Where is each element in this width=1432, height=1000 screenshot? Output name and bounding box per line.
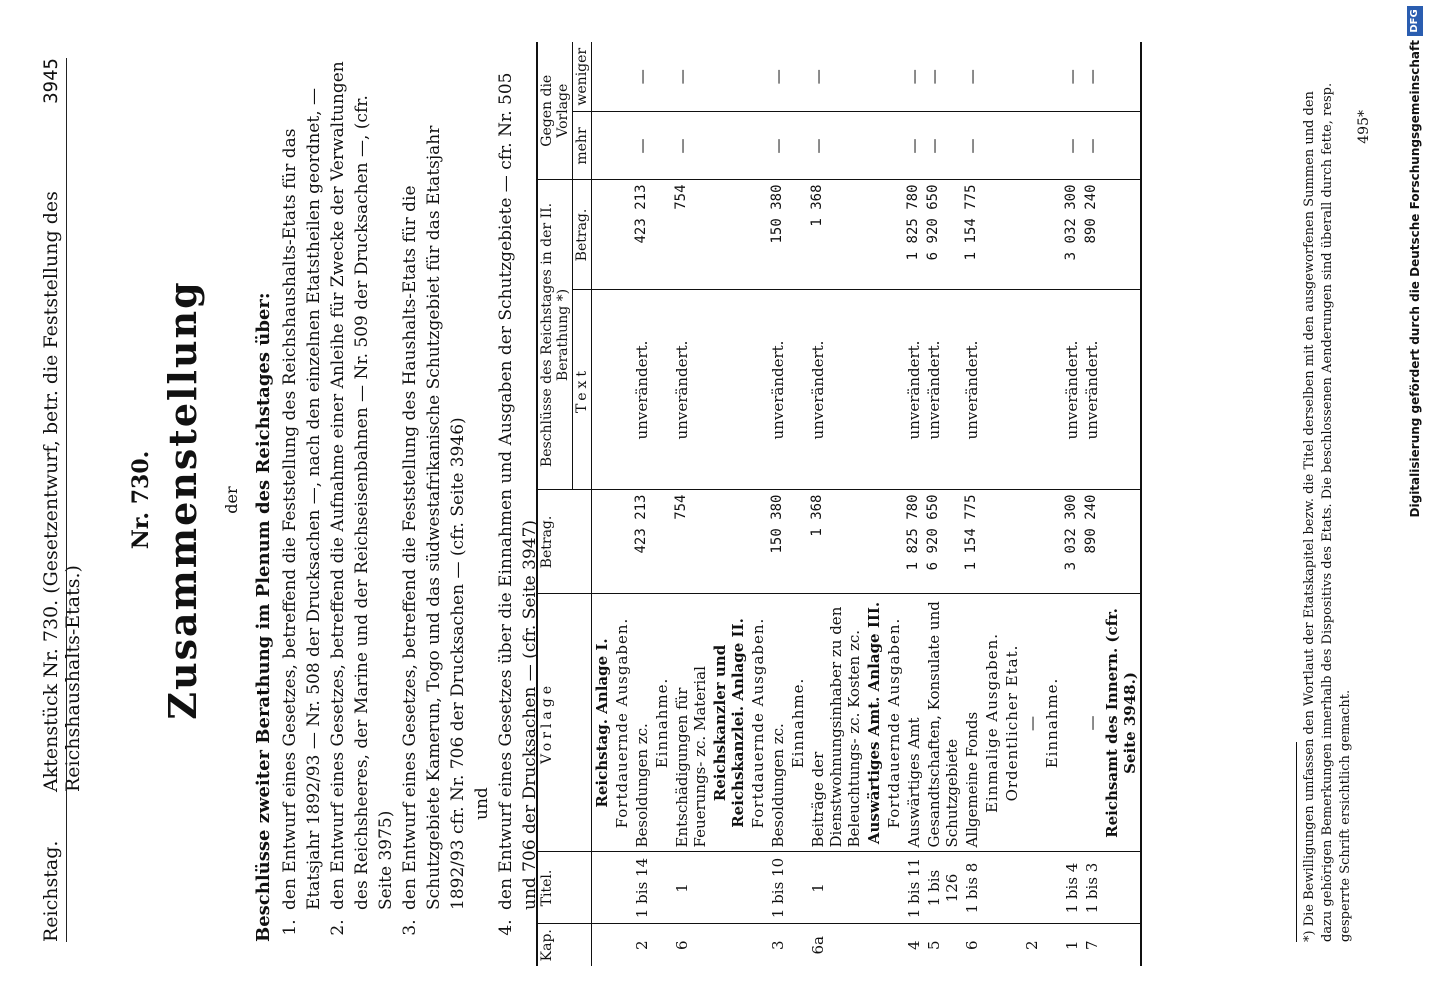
cell-beschluss-betrag: 890 240 <box>1082 180 1102 290</box>
cell-text: Reichsamt des Innern. (cfr. Seite 3948.) <box>1102 594 1141 852</box>
cell-betrag <box>788 490 808 594</box>
cell-text: Besoldungen zc. <box>632 594 652 852</box>
cell-titel <box>1102 852 1141 924</box>
cell-kap: 2 <box>633 940 651 951</box>
cell-weniger <box>884 42 904 112</box>
cell-beschluss-betrag <box>1002 180 1022 290</box>
cell-mehr: — <box>1062 112 1082 180</box>
cell-mehr: — <box>768 112 788 180</box>
cell-beschluss-text <box>1002 290 1022 490</box>
table-row <box>592 42 613 966</box>
cell-titel: 1 <box>808 852 864 924</box>
cell-text: Einnahme. <box>652 594 672 852</box>
cell-weniger: — <box>632 42 652 112</box>
cell-beschluss-text <box>652 290 672 490</box>
cell-beschluss-betrag: 1 154 775 <box>962 180 982 290</box>
col-gegen: Gegen die Vorlage <box>537 42 573 180</box>
table-row <box>924 42 962 966</box>
col-vorlage: Vorlage <box>537 594 592 852</box>
cell-text: Allgemeine Fonds <box>962 594 982 852</box>
table-row <box>768 42 788 966</box>
cell-titel <box>592 852 613 924</box>
intro-list <box>278 58 542 942</box>
col-weniger: weniger <box>573 42 592 112</box>
table-row <box>904 42 924 966</box>
cell-kap <box>1042 924 1062 966</box>
cell-titel <box>1002 852 1022 924</box>
cell-mehr <box>592 112 613 180</box>
cell-beschluss-betrag <box>1022 180 1042 290</box>
cell-betrag: 890 240 <box>1082 490 1102 594</box>
table-row <box>1042 42 1062 966</box>
intro-heading: Beschlüsse zweiter Berathung im Plenum des Reichstages über: <box>253 292 274 942</box>
cell-beschluss-betrag <box>884 180 904 290</box>
cell-kap: 6a <box>809 936 827 955</box>
cell-betrag: 423 213 <box>632 490 652 594</box>
cell-titel: 1 bis 4 <box>1062 852 1082 924</box>
cell-betrag <box>748 490 768 594</box>
col-mehr: mehr <box>573 112 592 180</box>
dfg-text: Digitalisierung gefördert durch die Deutsche Forschungsgemeinschaft <box>1408 40 1422 518</box>
cell-text: Einmalige Ausgaben. <box>982 594 1002 852</box>
cell-beschluss-text: unverändert. <box>808 290 864 490</box>
cell-text: Gesandtschaften, Konsulate und Schutzgebiete <box>924 594 962 852</box>
cell-betrag: 3 032 300 <box>1062 490 1082 594</box>
cell-weniger <box>710 42 748 112</box>
cell-weniger <box>748 42 768 112</box>
cell-betrag: 1 154 775 <box>962 490 982 594</box>
cell-beschluss-betrag: 150 380 <box>768 180 788 290</box>
cell-betrag: 150 380 <box>768 490 788 594</box>
cell-beschluss-betrag <box>1042 180 1062 290</box>
cell-titel: 1 bis 14 <box>632 852 652 924</box>
cell-betrag: 1 825 780 <box>904 490 924 594</box>
cell-kap <box>1002 924 1022 966</box>
intro-section <box>252 58 542 942</box>
table-body <box>592 42 1142 966</box>
cell-betrag <box>884 490 904 594</box>
cell-weniger <box>592 42 613 112</box>
running-header <box>40 58 84 942</box>
table-row <box>1082 42 1102 966</box>
cell-weniger: — <box>768 42 788 112</box>
cell-text: Auswärtiges Amt <box>904 594 924 852</box>
cell-mehr: — <box>632 112 652 180</box>
cell-mehr <box>1102 112 1141 180</box>
cell-titel: 1 bis 126 <box>924 852 962 924</box>
cell-beschluss-text: unverändert. <box>1082 290 1102 490</box>
cell-text: Reichskanzler und Reichskanzlei. Anlage II. <box>710 594 748 852</box>
table-header-row <box>537 42 573 966</box>
cell-mehr: — <box>672 112 710 180</box>
dfg-logo: DFG <box>1407 6 1423 36</box>
cell-titel: 1 bis 8 <box>962 852 982 924</box>
cell-titel <box>982 852 1002 924</box>
cell-kap: 7 <box>1083 940 1101 951</box>
cell-weniger <box>982 42 1002 112</box>
cell-beschluss-text <box>748 290 768 490</box>
cell-weniger <box>1042 42 1062 112</box>
intro-und: und <box>472 787 492 820</box>
cell-beschluss-betrag <box>612 180 632 290</box>
cell-betrag <box>1102 490 1141 594</box>
cell-mehr <box>1042 112 1062 180</box>
col-betrag2: Betrag. <box>573 180 592 290</box>
cell-weniger <box>1022 42 1042 112</box>
cell-betrag: 754 <box>672 490 710 594</box>
cell-mehr <box>1002 112 1022 180</box>
cell-beschluss-text: unverändert. <box>632 290 652 490</box>
cell-beschluss-betrag: 423 213 <box>632 180 652 290</box>
cell-mehr <box>884 112 904 180</box>
cell-text: Besoldungen zc. <box>768 594 788 852</box>
cell-beschluss-text <box>1042 290 1062 490</box>
cell-betrag <box>864 490 884 594</box>
cell-mehr <box>982 112 1002 180</box>
cell-beschluss-text <box>788 290 808 490</box>
cell-betrag <box>592 490 613 594</box>
table-row <box>652 42 672 966</box>
cell-beschluss-betrag <box>1102 180 1141 290</box>
cell-weniger: — <box>904 42 924 112</box>
table-row <box>1102 42 1141 966</box>
cell-weniger: — <box>808 42 864 112</box>
cell-weniger <box>1102 42 1141 112</box>
cell-titel: 1 bis 3 <box>1082 852 1102 924</box>
cell-text: Reichstag. Anlage I. <box>592 594 613 852</box>
cell-mehr <box>1022 112 1042 180</box>
cell-kap <box>710 924 748 966</box>
cell-beschluss-text: unverändert. <box>1062 290 1082 490</box>
col-beschluesse: Beschlüsse des Reichstages in der II. Berathung *) <box>537 180 573 490</box>
header-page-number: 3945 <box>40 58 62 104</box>
table-row <box>632 42 652 966</box>
cell-kap: 6 <box>673 940 691 951</box>
cell-betrag <box>710 490 748 594</box>
cell-beschluss-betrag <box>982 180 1002 290</box>
cell-betrag <box>1022 490 1042 594</box>
cell-betrag <box>652 490 672 594</box>
cell-text: Einnahme. <box>788 594 808 852</box>
intro-item: 4. den Entwurf eines Gesetzes über die Einnahmen und Ausgaben der Schutzgebiete — cfr. Nr. 505 und 706 der Drucksachen — (cfr. Seite 3947) <box>494 58 542 914</box>
table-row <box>710 42 748 966</box>
cell-text <box>1062 594 1082 852</box>
cell-weniger <box>1002 42 1022 112</box>
cell-beschluss-text <box>710 290 748 490</box>
cell-kap <box>884 924 904 966</box>
cell-mehr: — <box>808 112 864 180</box>
cell-mehr: — <box>1082 112 1102 180</box>
col-kap: Kap. <box>537 924 592 966</box>
cell-text: Fortdauernde Ausgaben. <box>884 594 904 852</box>
cell-beschluss-betrag: 6 920 650 <box>924 180 962 290</box>
cell-betrag <box>982 490 1002 594</box>
cell-kap: 3 <box>769 940 787 951</box>
cell-beschluss-text: unverändert. <box>924 290 962 490</box>
cell-kap: 1 <box>1063 940 1081 951</box>
cell-text: Fortdauernde Ausgaben. <box>748 594 768 852</box>
cell-kap: 4 <box>905 940 923 951</box>
document-number: Nr. 730. <box>128 450 154 550</box>
cell-kap <box>652 924 672 966</box>
cell-titel <box>1022 852 1042 924</box>
cell-betrag <box>612 490 632 594</box>
cell-mehr <box>748 112 768 180</box>
cell-weniger: — <box>924 42 962 112</box>
table-row <box>982 42 1002 966</box>
dfg-credit <box>1405 0 1427 1000</box>
cell-beschluss-betrag: 3 032 300 <box>1062 180 1082 290</box>
cell-titel <box>1042 852 1062 924</box>
cell-beschluss-text <box>612 290 632 490</box>
cell-weniger <box>652 42 672 112</box>
intro-item: 3. den Entwurf eines Gesetzes, betreffend die Feststellung des Haushalts-Etats für die Schutzgebiete Kamerun, Togo und das südwestafrikanische Schutzgebiet für das Etatsjahr 1892/93 cfr. Nr. 706 der Drucksachen — (cfr. Seite 3946) <box>398 58 470 914</box>
cell-beschluss-text <box>884 290 904 490</box>
cell-kap <box>864 924 884 966</box>
cell-titel <box>710 852 748 924</box>
table-row <box>808 42 864 966</box>
cell-weniger: — <box>962 42 982 112</box>
cell-kap <box>788 924 808 966</box>
cell-beschluss-betrag: 754 <box>672 180 710 290</box>
cell-titel <box>612 852 632 924</box>
cell-text: Auswärtiges Amt. Anlage III. <box>864 594 884 852</box>
cell-beschluss-betrag: 1 825 780 <box>904 180 924 290</box>
cell-text: — <box>1022 594 1042 852</box>
table-row <box>612 42 632 966</box>
folio: 495* <box>1356 110 1372 144</box>
cell-titel: 1 <box>672 852 710 924</box>
cell-betrag <box>1042 490 1062 594</box>
cell-beschluss-betrag <box>652 180 672 290</box>
footnote-text: *) Die Bewilligungen umfassen den Wortlaut der Etatskapitel bezw. die Titel derselben mit den ausgeworfenen Summen und den dazu gehörigen Bemerkungen innerhalb des Dispositivs des Etats. Die beschlossenen Aenderungen sind überall durch fette, resp. gesperrte Schrift ersichtlich gemacht. <box>1302 82 1353 942</box>
cell-mehr <box>788 112 808 180</box>
table-row <box>748 42 768 966</box>
cell-weniger: — <box>1082 42 1102 112</box>
budget-table <box>536 42 1142 966</box>
cell-beschluss-betrag <box>710 180 748 290</box>
table-row <box>672 42 710 966</box>
cell-titel <box>864 852 884 924</box>
table-row <box>962 42 982 966</box>
intro-item: 1. den Entwurf eines Gesetzes, betreffend die Feststellung des Reichshaushalts-Etats für das Etatsjahr 1892/93 — Nr. 508 der Drucksachen —, nach den einzelnen Etatstheilen geordnet, — <box>278 58 326 914</box>
cell-kap: 5 <box>925 940 943 951</box>
col-titel: Titel. <box>537 852 592 924</box>
cell-kap <box>748 924 768 966</box>
cell-titel <box>884 852 904 924</box>
cell-mehr <box>612 112 632 180</box>
cell-titel: 1 bis 11 <box>904 852 924 924</box>
cell-text: Einnahme. <box>1042 594 1062 852</box>
cell-beschluss-text: unverändert. <box>768 290 788 490</box>
cell-beschluss-text <box>1022 290 1042 490</box>
cell-mehr <box>652 112 672 180</box>
cell-beschluss-text: unverändert. <box>962 290 982 490</box>
col-betrag: Betrag. <box>537 490 592 594</box>
cell-titel <box>748 852 768 924</box>
footnote-rule <box>1296 742 1297 942</box>
cell-text: — <box>1082 594 1102 852</box>
table-row <box>1002 42 1022 966</box>
cell-betrag: 6 920 650 <box>924 490 962 594</box>
cell-kap <box>982 924 1002 966</box>
cell-kap: 6 <box>963 940 981 951</box>
intro-item: 2. den Entwurf eines Gesetzes, betreffend die Aufnahme einer Anleihe für Zwecke der Verwaltungen des Reichsheeres, der Marine und der Reichseisenbahnen — Nr. 509 der Drucksachen —, (cfr. Seite 3975) <box>326 58 398 914</box>
cell-kap <box>612 924 632 966</box>
cell-kap <box>592 924 613 966</box>
cell-weniger <box>612 42 632 112</box>
table-row <box>1022 42 1042 966</box>
table-row <box>884 42 904 966</box>
cell-mehr <box>864 112 884 180</box>
cell-kap: 2 <box>1023 940 1041 951</box>
cell-titel <box>652 852 672 924</box>
cell-titel: 1 bis 10 <box>768 852 788 924</box>
document-title: Zusammenstellung <box>160 280 205 720</box>
cell-betrag <box>1002 490 1022 594</box>
header-rule <box>66 58 67 942</box>
cell-beschluss-betrag <box>592 180 613 290</box>
table-row <box>788 42 808 966</box>
cell-beschluss-text <box>982 290 1002 490</box>
cell-weniger: — <box>1062 42 1082 112</box>
cell-text: Entschädigungen für Feuerungs- zc. Material <box>672 594 710 852</box>
cell-text: Ordentlicher Etat. <box>1002 594 1022 852</box>
cell-beschluss-text <box>1102 290 1141 490</box>
cell-titel <box>788 852 808 924</box>
cell-kap <box>1102 924 1141 966</box>
header-left: Reichstag. <box>40 840 62 942</box>
cell-weniger <box>864 42 884 112</box>
document-der: der <box>222 486 241 514</box>
table-row <box>1062 42 1082 966</box>
cell-text: Fortdauernde Ausgaben. <box>612 594 632 852</box>
cell-betrag: 1 368 <box>808 490 864 594</box>
cell-beschluss-text: unverändert. <box>672 290 710 490</box>
cell-beschluss-betrag: 1 368 <box>808 180 864 290</box>
cell-beschluss-text <box>864 290 884 490</box>
footnote <box>1296 58 1355 942</box>
cell-mehr <box>710 112 748 180</box>
cell-mehr: — <box>962 112 982 180</box>
cell-text: Beiträge der Dienstwohnungsinhaber zu den Beleuchtungs- zc. Kosten zc. <box>808 594 864 852</box>
cell-beschluss-text <box>592 290 613 490</box>
cell-beschluss-text: unverändert. <box>904 290 924 490</box>
cell-mehr: — <box>904 112 924 180</box>
cell-beschluss-betrag <box>748 180 768 290</box>
cell-mehr: — <box>924 112 962 180</box>
table-row <box>864 42 884 966</box>
cell-beschluss-betrag <box>864 180 884 290</box>
header-title: Aktenstück Nr. 730. (Gesetzentwurf, betr. die Feststellung des Reichshaushalts-Etats.) <box>40 191 84 792</box>
cell-weniger <box>788 42 808 112</box>
cell-weniger: — <box>672 42 710 112</box>
col-text: Text <box>573 290 592 490</box>
cell-beschluss-betrag <box>788 180 808 290</box>
